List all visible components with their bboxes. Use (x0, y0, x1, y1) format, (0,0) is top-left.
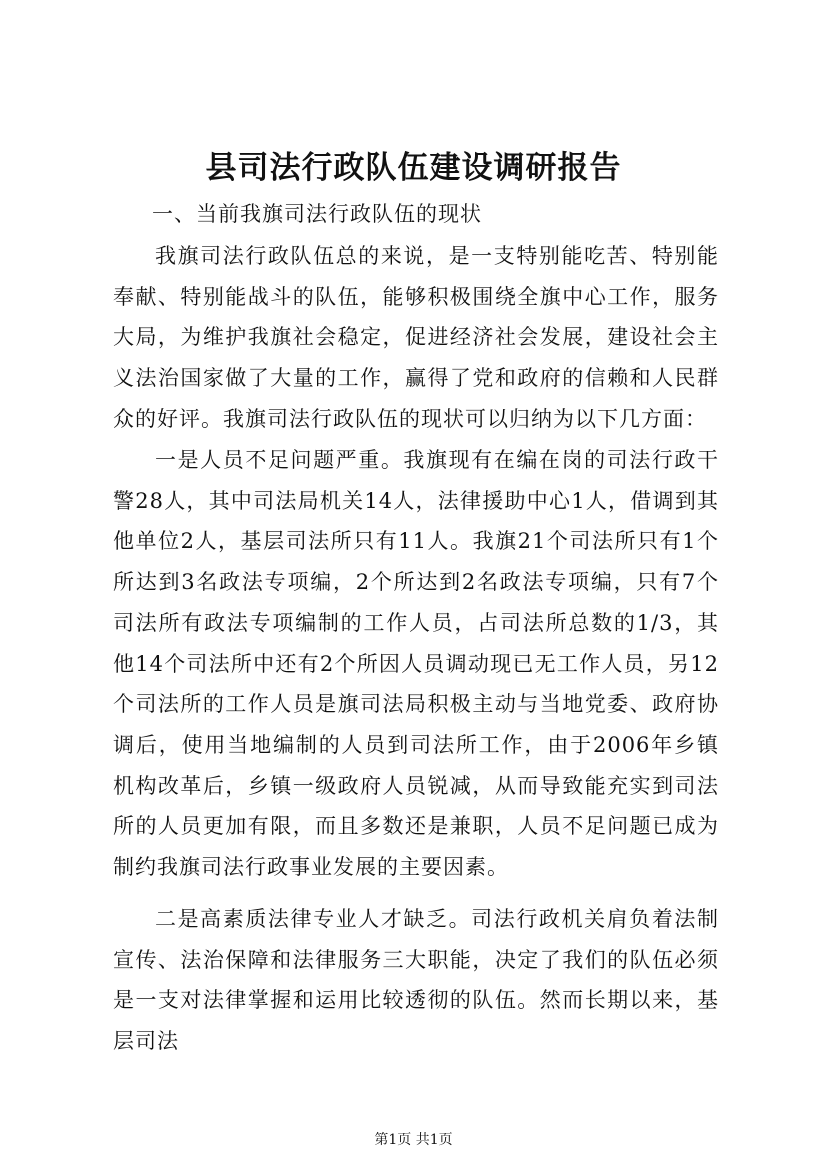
document-title: 县司法行政队伍建设调研报告 (205, 150, 622, 186)
paragraph-current-status: 我旗司法行政队伍总的来说，是一支特别能吃苦、特别能奉献、特别能战斗的队伍，能够积极围绕全旗中心工作，服务大局，为维护我旗社会稳定，促进经济社会发展，建设社会主义法治国家做了大量的工作，赢得了党和政府的信赖和人民群众的好评。我旗司法行政队伍的现状可以归纳为以下几方面： (113, 244, 719, 431)
page-footer: 第1页 共1页 (374, 1132, 453, 1148)
paragraph-staff-shortage: 一是人员不足问题严重。我旗现有在编在岗的司法行政干警28人，其中司法局机关14人，法律援助中心1人，借调到其他单位2人，基层司法所只有11人。我旗21个司法所只有1个所达到3名政法专项编，2个所达到2名政法专项编，只有7个司法所有政法专项编制的工作人员，占司法所总数的1/3，其他14个司法所中还有2个所因人员调动现已无工作人员，另12个司法所的工作人员是旗司法局积极主动与当地党委、政府协调后，使用当地编制的人员到司法所工作，由于2006年乡镇机构改革后，乡镇一级政府人员锐减，从而导致能充实到司法所的人员更加有限，而且多数还是兼职，人员不足问题已成为制约我旗司法行政事业发展的主要因素。 (113, 448, 719, 880)
section-heading: 一、当前我旗司法行政队伍的现状 (152, 202, 482, 226)
paragraph-talent-shortage: 二是高素质法律专业人才缺乏。司法行政机关肩负着法制宣传、法治保障和法律服务三大职能，决定了我们的队伍必须是一支对法律掌握和运用比较透彻的队伍。然而长期以来，基层司法 (113, 907, 719, 1054)
